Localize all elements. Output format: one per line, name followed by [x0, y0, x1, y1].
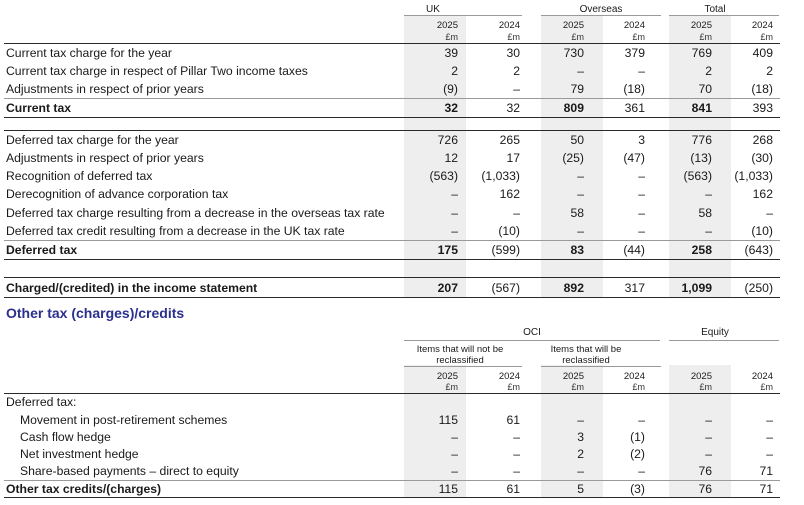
row-label: Other tax credits/(charges) [6, 482, 162, 496]
row-label: Recognition of deferred tax [6, 169, 153, 183]
value-cell: 115 [438, 482, 458, 496]
value-cell: – [638, 413, 645, 427]
value-cell: 409 [752, 46, 773, 60]
group-oci: OCI [523, 327, 541, 338]
row-label: Current tax [6, 101, 72, 115]
value-cell: 58 [698, 206, 712, 220]
value-cell: – [451, 224, 458, 238]
value-cell: – [451, 447, 458, 461]
row-label: Adjustments in respect of prior years [6, 82, 204, 96]
row-label: Current tax charge for the year [6, 46, 172, 60]
value-cell: – [577, 224, 584, 238]
value-cell: 39 [444, 46, 458, 60]
value-cell: 5 [577, 482, 584, 496]
value-cell: 61 [506, 413, 520, 427]
year-header: 2025 [690, 371, 712, 382]
value-cell: 361 [624, 101, 645, 115]
value-cell: (44) [623, 243, 645, 257]
section-title: Other tax (charges)/credits [6, 305, 185, 321]
value-cell: – [451, 430, 458, 444]
subheader-not-reclassified: Items that will not be reclassified [416, 344, 504, 366]
value-cell: 30 [506, 46, 520, 60]
value-cell: 71 [759, 464, 773, 478]
value-cell: – [638, 64, 645, 78]
value-cell: 3 [577, 430, 584, 444]
row-label: Movement in post-retirement schemes [20, 413, 228, 427]
value-cell: 726 [437, 133, 458, 147]
value-cell: 393 [752, 101, 773, 115]
value-cell: – [451, 464, 458, 478]
year-header: 2024 [623, 371, 645, 382]
value-cell: 115 [438, 413, 458, 427]
value-cell: 2 [513, 64, 520, 78]
year-header: 2024 [751, 371, 773, 382]
row-label: Deferred tax credit resulting from a decrease in the UK tax rate [6, 224, 345, 238]
unit-label: £m [699, 32, 712, 42]
value-cell: 3 [638, 133, 645, 147]
value-cell: – [638, 224, 645, 238]
value-cell: – [451, 187, 458, 201]
year-header: 2025 [436, 371, 458, 382]
value-cell: 79 [570, 82, 584, 96]
value-cell: 317 [624, 281, 645, 295]
value-cell: (25) [562, 151, 584, 165]
value-cell: – [638, 187, 645, 201]
value-cell: 76 [698, 464, 712, 478]
value-cell: 730 [563, 46, 584, 60]
value-cell: – [513, 82, 520, 96]
group-equity: Equity [701, 327, 729, 338]
value-cell: – [577, 169, 584, 183]
unit-label: £m [445, 382, 458, 392]
value-cell: (643) [744, 243, 773, 257]
unit-label: £m [632, 382, 645, 392]
value-cell: – [705, 187, 712, 201]
group-overseas: Overseas [579, 4, 623, 15]
value-cell: – [766, 430, 773, 444]
value-cell: (1,033) [481, 169, 520, 183]
year-header: 2024 [623, 20, 645, 31]
value-cell: – [451, 206, 458, 220]
subheader-reclassified: Items that will be reclassified [550, 344, 622, 366]
value-cell: (1) [630, 430, 645, 444]
value-cell: – [766, 206, 773, 220]
unit-label: £m [760, 32, 773, 42]
year-header: 2025 [562, 371, 584, 382]
row-label: Current tax charge in respect of Pillar Two income taxes [6, 64, 308, 78]
unit-label: £m [632, 32, 645, 42]
deferred-tax-heading: Deferred tax: [6, 395, 77, 409]
row-label: Deferred tax charge for the year [6, 133, 179, 147]
unit-label: £m [507, 32, 520, 42]
value-cell: 32 [506, 101, 520, 115]
value-cell: – [513, 447, 520, 461]
value-cell: (13) [690, 151, 712, 165]
value-cell: (18) [623, 82, 645, 96]
value-cell: 841 [691, 101, 712, 115]
value-cell: 58 [570, 206, 584, 220]
value-cell: (30) [751, 151, 773, 165]
value-cell: 892 [563, 281, 584, 295]
group-uk: UK [426, 4, 440, 15]
value-cell: – [577, 413, 584, 427]
value-cell: (599) [491, 243, 520, 257]
value-cell: – [513, 430, 520, 444]
value-cell: (10) [751, 224, 773, 238]
unit-label: £m [760, 382, 773, 392]
value-cell: 83 [570, 243, 584, 257]
value-cell: 162 [752, 187, 773, 201]
value-cell: – [705, 413, 712, 427]
value-cell: – [766, 447, 773, 461]
year-header: 2024 [498, 20, 520, 31]
year-header: 2025 [436, 20, 458, 31]
year-header: 2025 [690, 20, 712, 31]
row-label: Deferred tax [6, 243, 78, 257]
value-cell: 71 [759, 482, 773, 496]
row-label: Derecognition of advance corporation tax [6, 187, 229, 201]
value-cell: – [705, 430, 712, 444]
value-cell: 12 [444, 151, 458, 165]
value-cell: 2 [577, 447, 584, 461]
value-cell: 17 [506, 151, 520, 165]
value-cell: 162 [499, 187, 520, 201]
unit-label: £m [507, 382, 520, 392]
row-label: Charged/(credited) in the income statement [6, 281, 258, 295]
value-cell: – [513, 464, 520, 478]
value-cell: 76 [698, 482, 712, 496]
unit-label: £m [571, 382, 584, 392]
value-cell: (567) [491, 281, 520, 295]
value-cell: 379 [624, 46, 645, 60]
value-cell: 2 [705, 64, 712, 78]
value-cell: – [705, 224, 712, 238]
row-label: Share-based payments – direct to equity [20, 464, 239, 478]
value-cell: (9) [443, 82, 458, 96]
value-cell: (10) [498, 224, 520, 238]
value-cell: (563) [683, 169, 712, 183]
value-cell: (18) [751, 82, 773, 96]
unit-label: £m [699, 382, 712, 392]
value-cell: – [638, 169, 645, 183]
value-cell: 2 [451, 64, 458, 78]
row-label: Deferred tax charge resulting from a decrease in the overseas tax rate [6, 206, 385, 220]
value-cell: (47) [623, 151, 645, 165]
value-cell: 50 [570, 133, 584, 147]
unit-label: £m [445, 32, 458, 42]
year-header: 2025 [562, 20, 584, 31]
value-cell: 61 [506, 482, 520, 496]
value-cell: – [638, 464, 645, 478]
value-cell: 776 [691, 133, 712, 147]
unit-label: £m [571, 32, 584, 42]
value-cell: (3) [630, 482, 645, 496]
value-cell: – [638, 206, 645, 220]
value-cell: (250) [744, 281, 773, 295]
row-label: Net investment hedge [20, 447, 139, 461]
value-cell: 268 [752, 133, 773, 147]
value-cell: – [577, 187, 584, 201]
value-cell: – [577, 64, 584, 78]
row-label: Adjustments in respect of prior years [6, 151, 204, 165]
value-cell: 258 [691, 243, 712, 257]
value-cell: 70 [698, 82, 712, 96]
value-cell: – [705, 447, 712, 461]
value-cell: 809 [563, 101, 584, 115]
value-cell: – [577, 464, 584, 478]
value-cell: – [513, 206, 520, 220]
value-cell: (2) [630, 447, 645, 461]
group-total: Total [704, 4, 726, 15]
row-label: Cash flow hedge [20, 430, 111, 444]
year-header: 2024 [498, 371, 520, 382]
value-cell: 2 [766, 64, 773, 78]
value-cell: (563) [429, 169, 458, 183]
value-cell: 207 [437, 281, 458, 295]
year-header: 2024 [751, 20, 773, 31]
value-cell: 769 [691, 46, 712, 60]
value-cell: (1,033) [734, 169, 773, 183]
value-cell: – [766, 413, 773, 427]
value-cell: 1,099 [681, 281, 712, 295]
value-cell: 265 [499, 133, 520, 147]
value-cell: 32 [444, 101, 458, 115]
value-cell: 175 [437, 243, 458, 257]
